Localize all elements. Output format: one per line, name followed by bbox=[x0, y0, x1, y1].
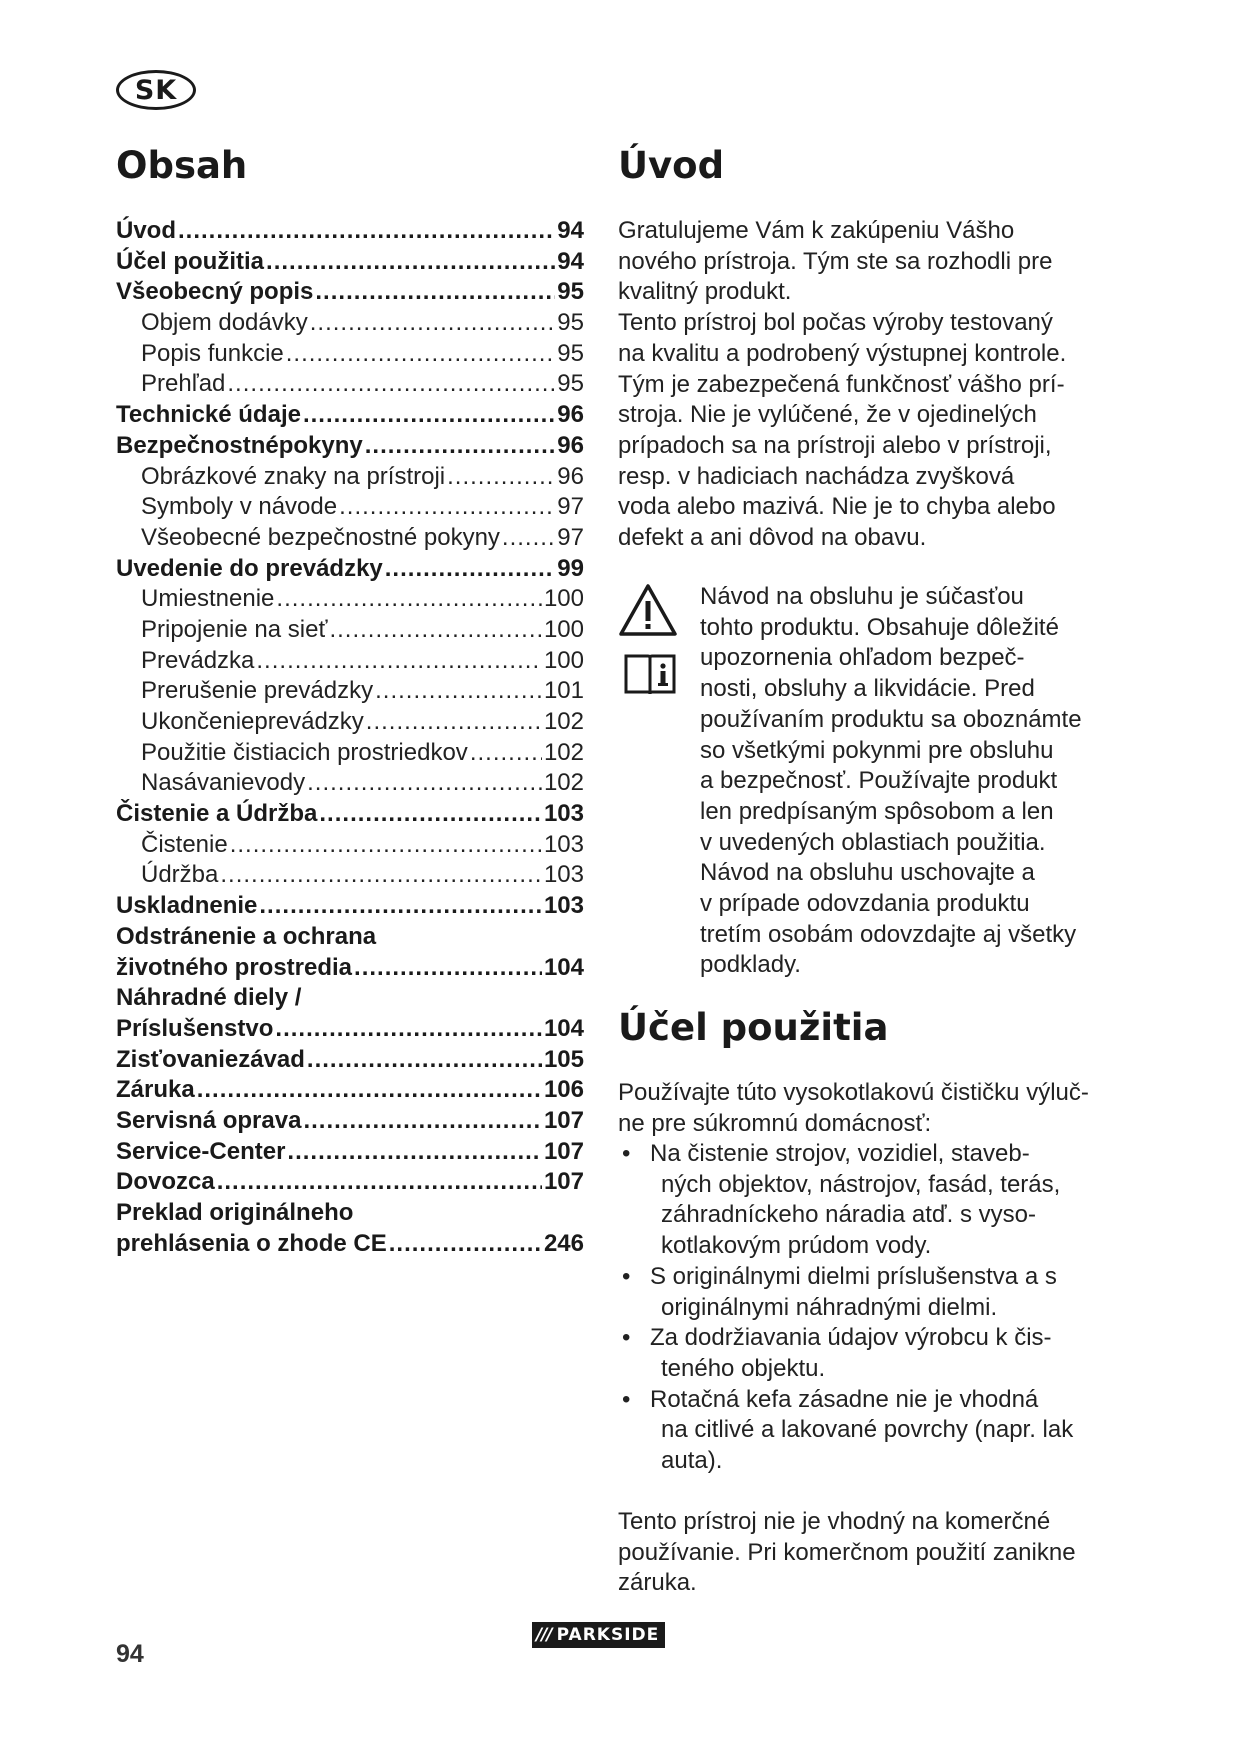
purpose-title: Účel použitia bbox=[618, 1006, 889, 1049]
toc-subentry[interactable]: Použitie čistiacich prostriedkov ..... 102 bbox=[116, 738, 584, 769]
toc-entry[interactable]: životného prostredia ..... 104 bbox=[116, 953, 584, 984]
toc-subentry[interactable]: Čistenie ..... 103 bbox=[116, 830, 584, 861]
list-item: • Za dodržiavania údajov výrobcu k čis- teného objektu. bbox=[622, 1324, 1052, 1382]
toc-entry[interactable]: Bezpečnostnépokyny ..... 96 bbox=[116, 431, 584, 462]
table-of-contents bbox=[116, 216, 584, 1259]
toc-entry[interactable]: Zisťovaniezávad ..... 105 bbox=[116, 1045, 584, 1076]
toc-subentry[interactable]: Prerušenie prevádzky ..... 101 bbox=[116, 676, 584, 707]
toc-entry-line1[interactable]: Odstránenie a ochrana bbox=[116, 922, 377, 950]
toc-subentry[interactable]: Prevádzka ..... 100 bbox=[116, 646, 584, 677]
toc-subentry[interactable]: Umiestnenie ..... 100 bbox=[116, 584, 584, 615]
toc-entry[interactable]: Všeobecný popis ..... 95 bbox=[116, 277, 584, 308]
warning-triangle-icon bbox=[618, 582, 678, 638]
toc-subentry[interactable]: Prehľad ..... 95 bbox=[116, 369, 584, 400]
purpose-intro: Používajte túto vysokotlakovú čističku výluč- ne pre súkromnú domácnosť: bbox=[618, 1079, 1089, 1137]
intro-title: Úvod bbox=[618, 144, 725, 187]
toc-subentry[interactable]: Pripojenie na sieť ..... 100 bbox=[116, 615, 584, 646]
language-badge: SK bbox=[116, 70, 196, 110]
parkside-logo bbox=[532, 1622, 665, 1648]
toc-title: Obsah bbox=[116, 144, 248, 187]
page-number: 94 bbox=[116, 1640, 144, 1668]
toc-entry[interactable]: prehlásenia o zhode CE ..... 246 bbox=[116, 1229, 584, 1260]
commercial-use-note: Tento prístroj nie je vhodný na komerčné používanie. Pri komerčnom použití zanikne záruka. bbox=[618, 1508, 1076, 1597]
toc-subentry[interactable]: Všeobecné bezpečnostné pokyny ..... 97 bbox=[116, 523, 584, 554]
toc-entry[interactable]: Dovozca ..... 107 bbox=[116, 1167, 584, 1198]
toc-entry-line1[interactable]: Preklad originálneho bbox=[116, 1199, 354, 1226]
list-item: • Rotačná kefa zásadne nie je vhodná na citlivé a lakované povrchy (napr. lak auta). bbox=[622, 1385, 1074, 1475]
toc-subentry[interactable]: Ukončenieprevádzky ..... 102 bbox=[116, 707, 584, 738]
list-item: • Na čistenie strojov, vozidiel, staveb- ných objektov, nástrojov, fasád, terás, záhradníckeho náradia atď. s vyso- kotlakovým prúdom vody. bbox=[622, 1140, 1061, 1260]
list-item: • S originálnymi dielmi príslušenstva a s originálnymi náhradnými dielmi. bbox=[622, 1262, 1057, 1321]
toc-entry[interactable]: Čistenie a Údržba ..... 103 bbox=[116, 799, 584, 830]
toc-subentry[interactable]: Popis funkcie ..... 95 bbox=[116, 339, 584, 370]
logo-text: PARKSIDE bbox=[556, 1625, 660, 1645]
toc-entry[interactable]: Záruka ..... 106 bbox=[116, 1075, 584, 1106]
toc-entry[interactable]: Uskladnenie ..... 103 bbox=[116, 891, 584, 922]
toc-subentry[interactable]: Údržba ..... 103 bbox=[116, 860, 584, 891]
toc-entry[interactable]: Účel použitia ..... 94 bbox=[116, 247, 584, 278]
toc-entry[interactable]: Uvedenie do prevádzky ..... 99 bbox=[116, 554, 584, 585]
manual-info-icon bbox=[622, 650, 678, 698]
toc-entry[interactable]: Servisná oprava ..... 107 bbox=[116, 1106, 584, 1137]
manual-notice: Návod na obsluhu je súčasťou tohto produktu. Obsahuje dôležité upozornenia ohľadom bezpeč- nosti, obsluhy a likvidácie. Pred používaním produktu sa oboznámte so všetkými pokynmi pre obsluhu a bezpečnosť. Používajte produkt len predpísaným spôsobom a len v uvedených oblastiach použitia. Návod na obsluhu uschovajte a v prípade odovzdania produktu tretím osobám odovzdajte aj všetky podklady. bbox=[700, 583, 1082, 979]
logo-slashes: /// bbox=[536, 1625, 552, 1645]
toc-entry[interactable]: Technické údaje ..... 96 bbox=[116, 400, 584, 431]
toc-entry[interactable]: Service-Center ..... 107 bbox=[116, 1137, 584, 1168]
toc-entry-line1[interactable]: Náhradné diely / bbox=[116, 984, 302, 1012]
toc-subentry[interactable]: Obrázkové znaky na prístroji ..... 96 bbox=[116, 462, 584, 493]
toc-entry[interactable]: Úvod ..... 94 bbox=[116, 216, 584, 247]
toc-entry[interactable]: Príslušenstvo ..... 104 bbox=[116, 1014, 584, 1045]
toc-subentry[interactable]: Nasávanievody ..... 102 bbox=[116, 768, 584, 799]
intro-paragraph: Gratulujeme Vám k zakúpeniu Vášho nového prístroja. Tým ste sa rozhodli pre kvalitný produkt. Tento prístroj bol počas výroby testovaný na kvalitu a podrobený výstupnej kontrole. Tým je zabezpečená funkčnosť vášho prí- stroja. Nie je vylúčené, že v ojedinelých prípadoch sa na prístroji alebo v prístroji, resp. v hadiciach nachádza zvyšková voda alebo mazivá. Nie je to chyba alebo defekt a ani dôvod na obavu. bbox=[618, 217, 1067, 552]
purpose-list bbox=[618, 1139, 1073, 1477]
toc-subentry[interactable]: Objem dodávky ..... 95 bbox=[116, 308, 584, 339]
toc-subentry[interactable]: Symboly v návode ..... 97 bbox=[116, 492, 584, 523]
